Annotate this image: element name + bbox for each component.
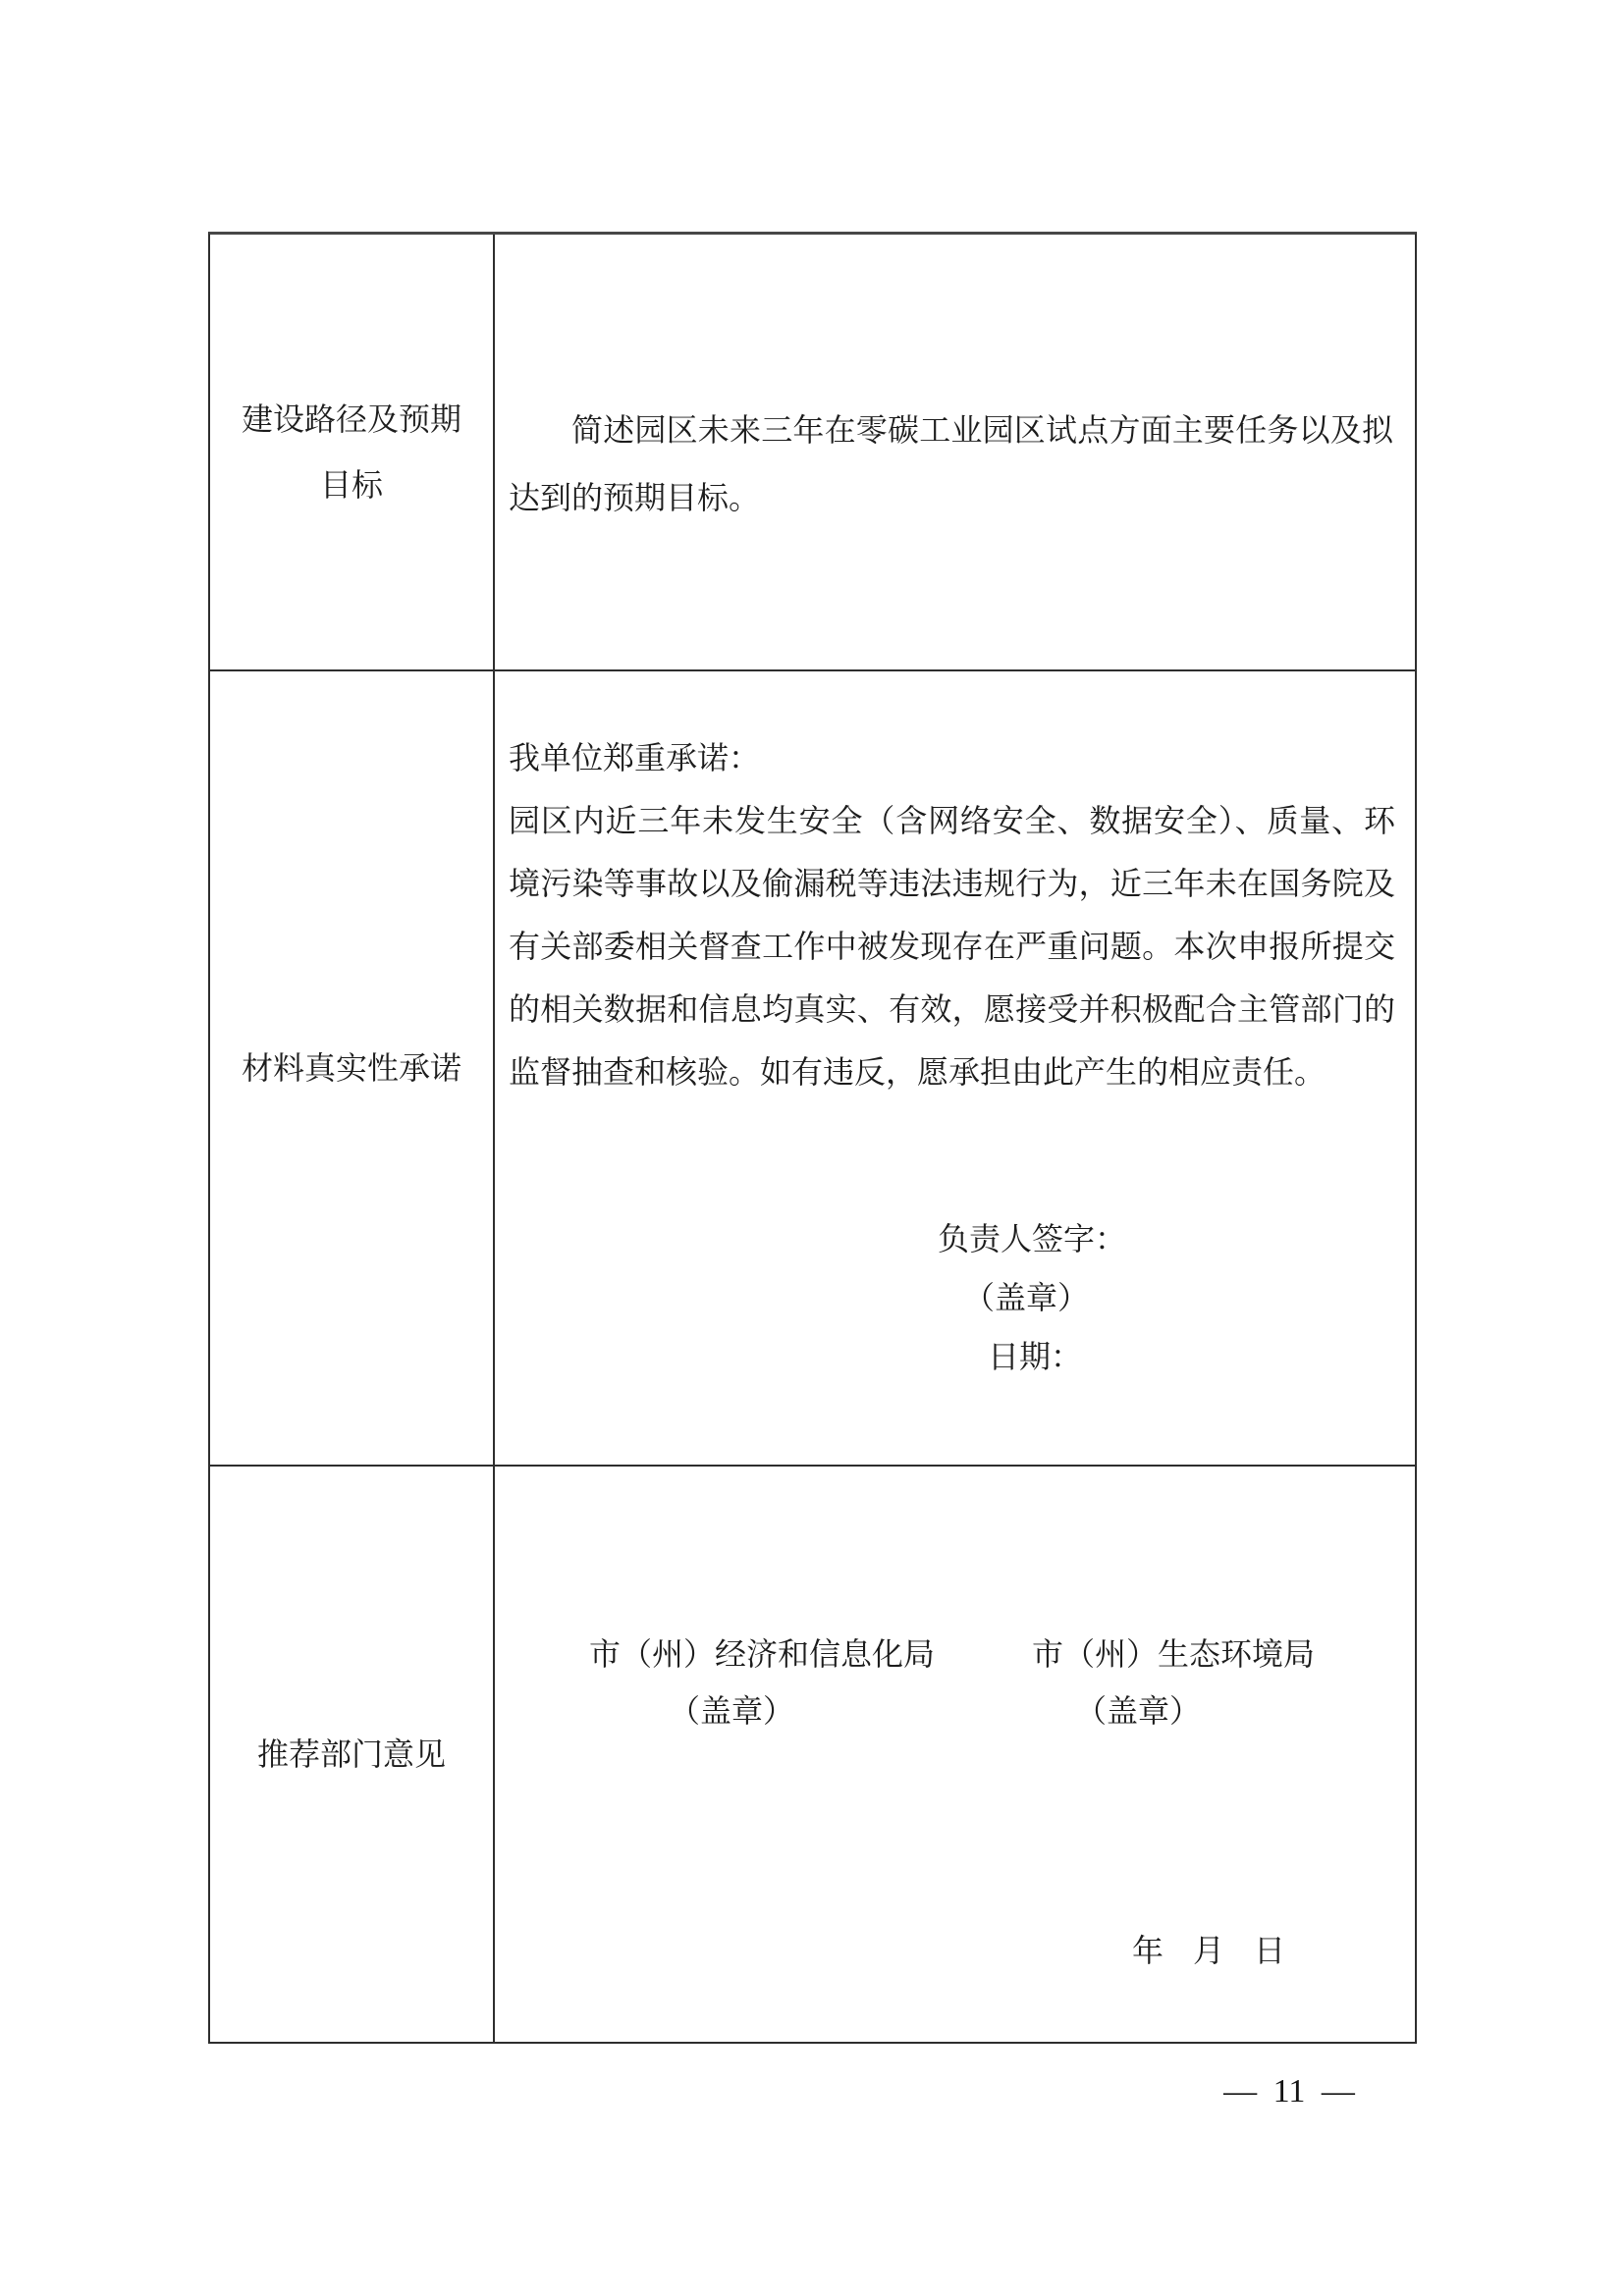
recommending-departments-content-cell (495, 1467, 1415, 2042)
date-line: 年 月 日 (1132, 1933, 1286, 1968)
dept-economy-informatization-bureau: 市（州）经济和信息化局 (589, 1636, 936, 1672)
row-label-recommending-departments (210, 1467, 495, 2042)
dept-ecology-environment-bureau: 市（州）生态环境局 (1032, 1636, 1316, 1672)
application-form-table (208, 232, 1417, 2044)
page-number: — 11 — (1223, 2073, 1355, 2109)
row-label-line: 目标 (319, 466, 383, 503)
row-label-construction-path (210, 235, 495, 669)
row-label-line: 建设路径及预期 (241, 400, 461, 437)
row-label-authenticity-pledge (210, 671, 495, 1465)
dept1-seal-label: （盖章） (669, 1693, 795, 1729)
construction-path-instruction: 简述园区未来三年在零碳工业园区试点方面主要任务以及拟达到的预期目标。 (509, 411, 1393, 515)
row-label-line: 推荐部门意见 (256, 1735, 446, 1772)
row-label-line: 材料真实性承诺 (241, 1049, 461, 1086)
pledge-intro: 我单位郑重承诺： (509, 740, 761, 775)
seal-label: （盖章） (963, 1280, 1090, 1315)
pledge-text-block (495, 671, 1415, 1103)
dept2-seal-label: （盖章） (1075, 1693, 1202, 1729)
pledge-body: 园区内近三年未发生安全（含网络安全、数据安全）、质量、环境污染等事故以及偷漏税等违法违规行为，近三年未在国务院及有关部委相关督查工作中被发现存在严重问题。本次申报所提交的相关数据和信息均真实、有效，愿接受并积极配合主管部门的监督抽查和核验。如有违反，愿承担由此产生的相应责任。 (509, 803, 1395, 1090)
table-row-recommending-departments (210, 1465, 1415, 2042)
signature-label: 负责人签字： (938, 1221, 1127, 1256)
construction-path-content-cell (495, 235, 1415, 669)
date-label: 日期： (988, 1339, 1083, 1374)
authenticity-pledge-content-cell (495, 671, 1415, 1465)
table-row-construction-path (210, 235, 1415, 669)
table-row-authenticity-pledge (210, 669, 1415, 1465)
signature-block (495, 1209, 1415, 1386)
construction-path-text-wrap (495, 235, 1415, 669)
